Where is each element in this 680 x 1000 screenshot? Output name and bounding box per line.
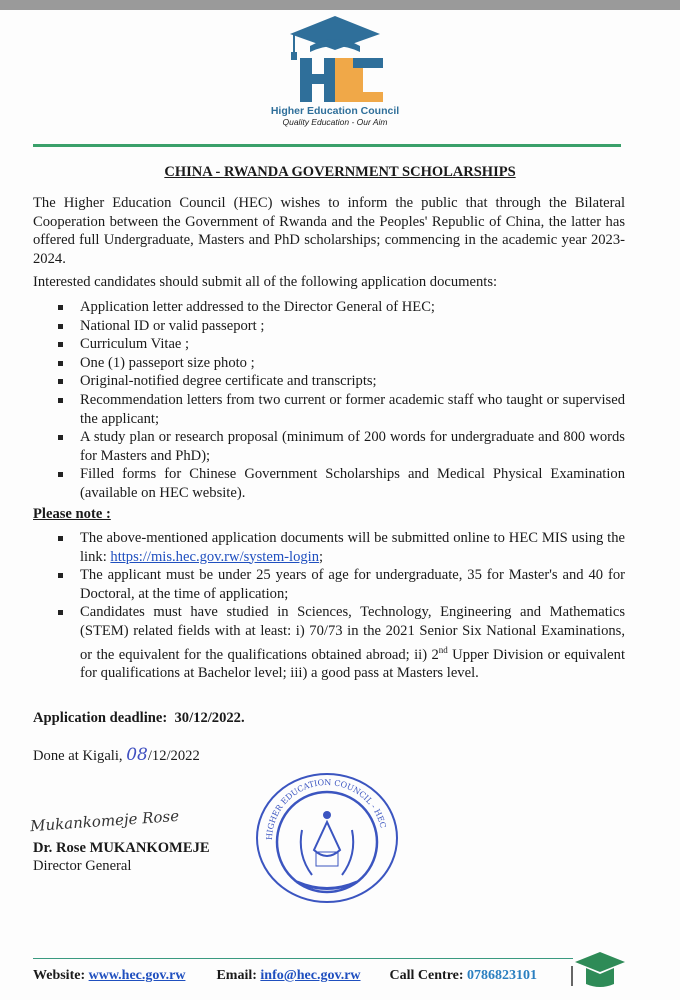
hec-logo-icon: [280, 14, 390, 104]
done-prefix: Done at Kigali,: [33, 748, 127, 764]
graduation-cap-icon: [570, 950, 626, 995]
footer-divider: [33, 958, 573, 959]
handwritten-day: 08: [126, 745, 148, 765]
list-item: The applicant must be under 25 years of age for undergraduate, 35 for Master's and 40 for Doctoral, at the time of application;: [33, 566, 625, 603]
intro-paragraph: The Higher Education Council (HEC) wishes to inform the public that through the Bilateral Cooperation between the Government of Rwanda and the Peoples' Republic of China, the latter has offered full Undergraduate, Masters and PhD scholarships; commencing in the academic year 2023-2024.: [33, 195, 625, 267]
list-item: Curriculum Vitae ;: [33, 335, 625, 354]
application-deadline: [33, 710, 245, 727]
list-item: Application letter addressed to the Director General of HEC;: [33, 298, 625, 317]
note-text: ;: [319, 548, 324, 565]
official-seal: [252, 770, 402, 910]
hec-logo: [255, 14, 415, 132]
documents-list: [33, 298, 625, 503]
signatory-name: Dr. Rose MUKANKOMEJE: [33, 840, 210, 856]
list-item: Filled forms for Chinese Government Scholarships and Medical Physical Examination (available on HEC website).: [33, 465, 625, 502]
done-at: [33, 745, 200, 765]
top-bar: [0, 0, 680, 10]
deadline-value: 30/12/2022.: [174, 710, 245, 726]
done-date: /12/2022: [147, 748, 200, 764]
header-divider: [33, 144, 621, 147]
note-text: Candidates must have studied in Sciences, Technology, Engineering and Mathematics (STEM) related fields with at least: i) 70/73 in the 2021 Senior Six National Examinations, or the equivalent for the qualifications obtained abroad; ii) 2: [80, 604, 625, 663]
documents-intro: Interested candidates should submit all of the following application documents:: [33, 274, 498, 290]
email-label: Email:: [216, 968, 261, 983]
call-centre-label: Call Centre:: [389, 968, 468, 983]
signature: Mukankomeje Rose: [29, 806, 180, 836]
signatory-role: Director General: [33, 858, 132, 874]
email-link[interactable]: info@hec.gov.rw: [260, 968, 361, 983]
seal-icon: [252, 770, 402, 905]
note-text: Upper Division or equivalent for qualifications at Bachelor level; iii) a good pass at Masters level.: [80, 646, 625, 682]
org-name: Higher Education Council: [270, 105, 400, 117]
list-item: One (1) passeport size photo ;: [33, 354, 625, 373]
call-centre-number: 0786823101: [467, 968, 538, 983]
list-item: [33, 529, 625, 566]
website-label: Website:: [33, 968, 89, 983]
org-motto: Quality Education - Our Aim: [282, 117, 388, 127]
note-heading: Please note :: [33, 506, 111, 522]
mis-link[interactable]: https://mis.hec.gov.rw/system-login: [110, 548, 320, 565]
list-item: Original-notified degree certificate and transcripts;: [33, 372, 625, 391]
list-item: [33, 603, 625, 682]
page-title: CHINA - RWANDA GOVERNMENT SCHOLARSHIPS: [164, 164, 516, 180]
deadline-label: Application deadline:: [33, 710, 168, 726]
notes-list: [33, 529, 625, 683]
note-text: The above-mentioned application documents will be submitted online to HEC MIS using the link:: [80, 530, 625, 565]
list-item: National ID or valid passeport ;: [33, 317, 625, 336]
list-item: A study plan or research proposal (minimum of 200 words for undergraduate and 800 words for Masters and PhD);: [33, 428, 625, 465]
superscript: nd: [438, 644, 448, 655]
website-link[interactable]: www.hec.gov.rw: [88, 968, 186, 983]
list-item: Recommendation letters from two current or former academic staff who taught or supervised the applicant;: [33, 391, 625, 428]
footer: [33, 968, 537, 984]
svg-text:HIGHER EDUCATION COUNCIL - HEC: HIGHER EDUCATION COUNCIL - HEC: [264, 777, 388, 841]
